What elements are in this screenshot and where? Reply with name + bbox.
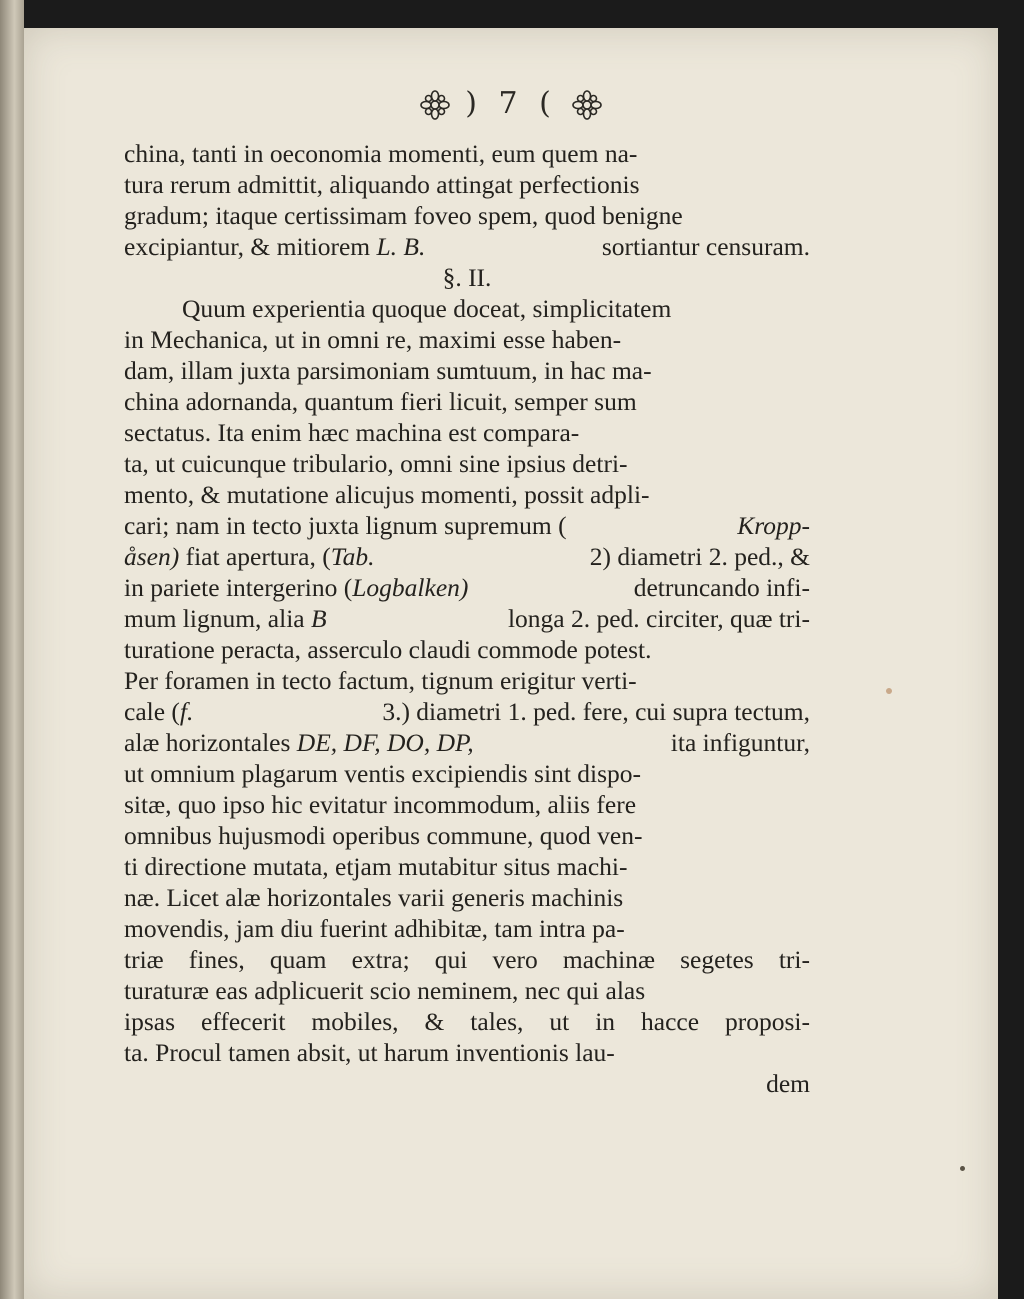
page-header: [24, 86, 998, 121]
text-line: turatione peracta, asserculo claudi commode potest.: [124, 635, 652, 664]
text-line: Quum experientia quoque doceat, simplicitatem: [182, 294, 672, 323]
header-right-paren: (: [539, 86, 557, 121]
text-line: cari; nam in tecto juxta lignum supremum ( Kropp-: [124, 511, 810, 540]
text-line: dam, illam juxta parsimoniam sumtuum, in hac ma-: [124, 356, 652, 385]
text-line: in pariete intergerino (Logbalken) detruncando infi-: [124, 573, 810, 602]
flower-ornament-icon: [420, 90, 450, 120]
section-heading: §. II.: [442, 263, 492, 292]
text-line: tura rerum admittit, aliquando attingat perfectionis: [124, 170, 640, 199]
text-line: in Mechanica, ut in omni re, maximi esse haben-: [124, 325, 622, 354]
text-line: gradum; itaque certissimam foveo spem, quod benigne: [124, 201, 683, 230]
text-line: movendis, jam diu fuerint adhibitæ, tam intra pa-: [124, 914, 625, 943]
paper-speck: [960, 1166, 965, 1171]
paper-speck: [886, 688, 892, 694]
text-line: mento, & mutatione alicujus momenti, possit adpli-: [124, 480, 650, 509]
page-body-text: [124, 138, 810, 1099]
text-line: china adornanda, quantum fieri licuit, semper sum: [124, 387, 637, 416]
flower-ornament-icon: [572, 90, 602, 120]
text-line: china, tanti in oeconomia momenti, eum quem na-: [124, 139, 638, 168]
text-line: sectatus. Ita enim hæc machina est compara-: [124, 418, 580, 447]
text-line: næ. Licet alæ horizontales varii generis machinis: [124, 883, 624, 912]
text-line: ta. Procul tamen absit, ut harum inventionis lau-: [124, 1038, 615, 1067]
catchword: dem: [766, 1069, 810, 1098]
text-line: turaturæ eas adplicuerit scio neminem, nec qui alas: [124, 976, 646, 1005]
text-line: excipiantur, & mitiorem L. B. sortiantur censuram.: [124, 232, 810, 261]
text-line: mum lignum, alia B longa 2. ped. circiter, quæ tri-: [124, 604, 810, 633]
text-line: ti directione mutata, etjam mutabitur situs machi-: [124, 852, 628, 881]
text-line: triæ fines, quam extra; qui vero machinæ segetes tri-: [124, 945, 810, 974]
text-line: ta, ut cuicunque tribulario, omni sine ipsius detri-: [124, 449, 628, 478]
page-number: 7: [498, 86, 524, 121]
header-left-paren: ): [465, 86, 483, 121]
text-line: sitæ, quo ipso hic evitatur incommodum, aliis fere: [124, 790, 637, 819]
book-page: [24, 28, 998, 1299]
text-line: alæ horizontales DE, DF, DO, DP, ita infiguntur,: [124, 728, 810, 757]
text-line: ut omnium plagarum ventis excipiendis sint dispo-: [124, 759, 642, 788]
text-line: Per foramen in tecto factum, tignum erigitur verti-: [124, 666, 637, 695]
text-line: ipsas effecerit mobiles, & tales, ut in hacce proposi-: [124, 1007, 810, 1036]
text-line: omnibus hujusmodi operibus commune, quod ven-: [124, 821, 643, 850]
text-line: åsen) fiat apertura, (Tab. 2) diametri 2. ped., &: [124, 542, 810, 571]
book-spine-edge: [0, 0, 24, 1299]
text-line: cale (f. 3.) diametri 1. ped. fere, cui supra tectum,: [124, 697, 810, 726]
